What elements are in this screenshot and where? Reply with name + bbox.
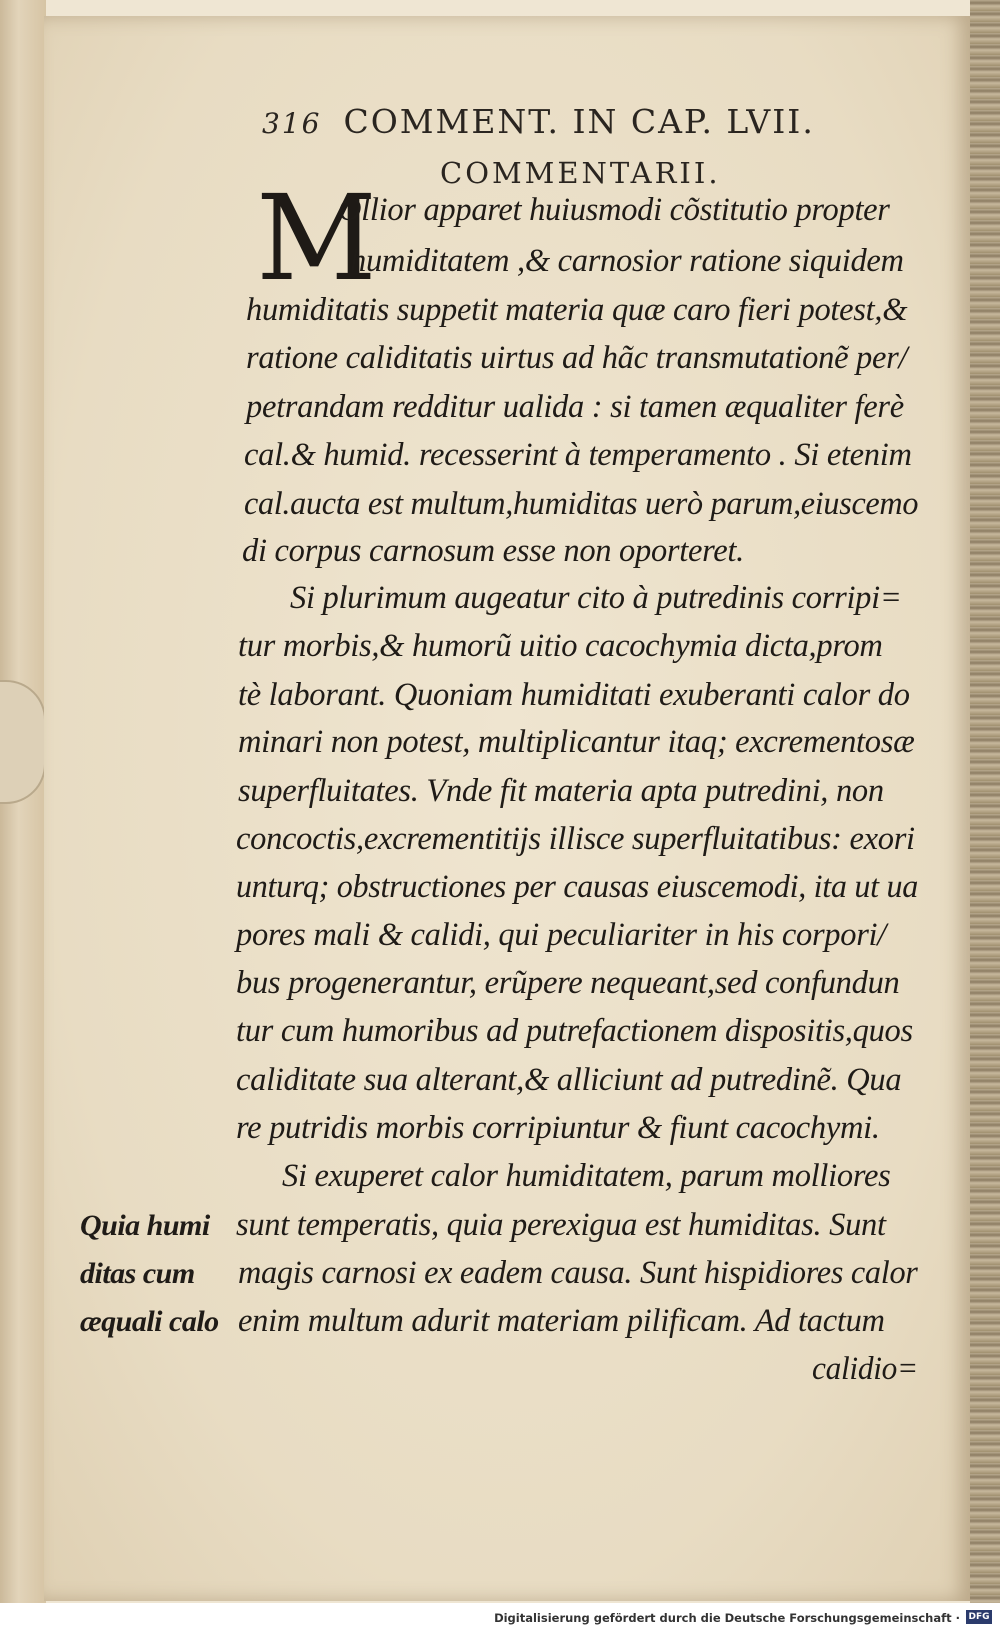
text-line: tè laborant. Quoniam humiditati exuberanti calor do [238, 677, 910, 713]
book-clasp [0, 680, 46, 804]
text-line: Si exuperet calor humiditatem, parum molliores [282, 1158, 891, 1194]
page-number: 316 [262, 107, 322, 140]
text-line: magis carnosi ex eadem causa. Sunt hispidiores calor [238, 1255, 918, 1291]
margin-note: Quia humi [80, 1209, 210, 1242]
margin-note: æquali calo [80, 1305, 219, 1338]
text-line: pores mali & calidi, qui peculiariter in his corpori/ [236, 917, 887, 953]
running-head [262, 102, 922, 141]
text-line: enim multum adurit materiam pilificam. Ad tactum [238, 1303, 885, 1339]
text-line: humiditatem ,& carnosior ratione siquidem [350, 243, 904, 279]
margin-note: ditas cum [80, 1257, 195, 1290]
drop-cap: M [256, 169, 377, 307]
text-line: Ollior apparet huiusmodi cõstitutio propter [338, 192, 890, 228]
text-line: re putridis morbis corripiuntur & fiunt cacochymi. [236, 1110, 880, 1146]
text-line: Si plurimum augeatur cito à putredinis corripi= [290, 580, 902, 616]
text-line: ratione caliditatis uirtus ad hãc transmutationẽ per/ [246, 340, 908, 376]
text-line: cal.aucta est multum,humiditas uerò parum,eiuscemo [244, 486, 919, 522]
section-title: COMMENTARII. [440, 156, 721, 190]
text-line: caliditate sua alterant,& alliciunt ad putredinẽ. Qua [236, 1062, 902, 1098]
text-line: cal.& humid. recesserint à temperamento . Si etenim [244, 437, 912, 473]
text-line: humiditatis suppetit materia quæ caro fieri potest,& [246, 292, 908, 328]
text-line: di corpus carnosum esse non oporteret. [242, 533, 744, 569]
text-line: sunt temperatis, quia perexigua est humiditas. Sunt [236, 1207, 886, 1243]
text-line: superfluitates. Vnde fit materia apta putredini, non [238, 773, 884, 809]
dfg-logo: DFG [966, 1610, 992, 1624]
text-line: minari non potest, multiplicantur itaq; excrementosæ [238, 724, 915, 760]
text-line: tur cum humoribus ad putrefactionem dispositis,quos [236, 1013, 913, 1049]
text-line: concoctis,excrementitijs illisce superfluitatibus: exori [236, 821, 915, 857]
text-line: petrandam redditur ualida : si tamen æqualiter ferè [246, 389, 904, 425]
text-line: bus progenerantur, erũpere nequeant,sed confundun [236, 965, 900, 1001]
facing-page-edge [970, 0, 1000, 1633]
book-left-edge [0, 0, 46, 1633]
running-head-title: COMMENT. IN CAP. LVII. [343, 102, 815, 141]
text-line: unturq; obstructiones per causas eiuscemodi, ita ut ua [236, 869, 919, 905]
text-line: tur morbis,& humorũ uitio cacochymia dicta,prom [238, 628, 883, 664]
text-line: calidio= [812, 1351, 918, 1387]
digitization-credit: Digitalisierung gefördert durch die Deutsche Forschungsgemeinschaft · [494, 1611, 960, 1625]
